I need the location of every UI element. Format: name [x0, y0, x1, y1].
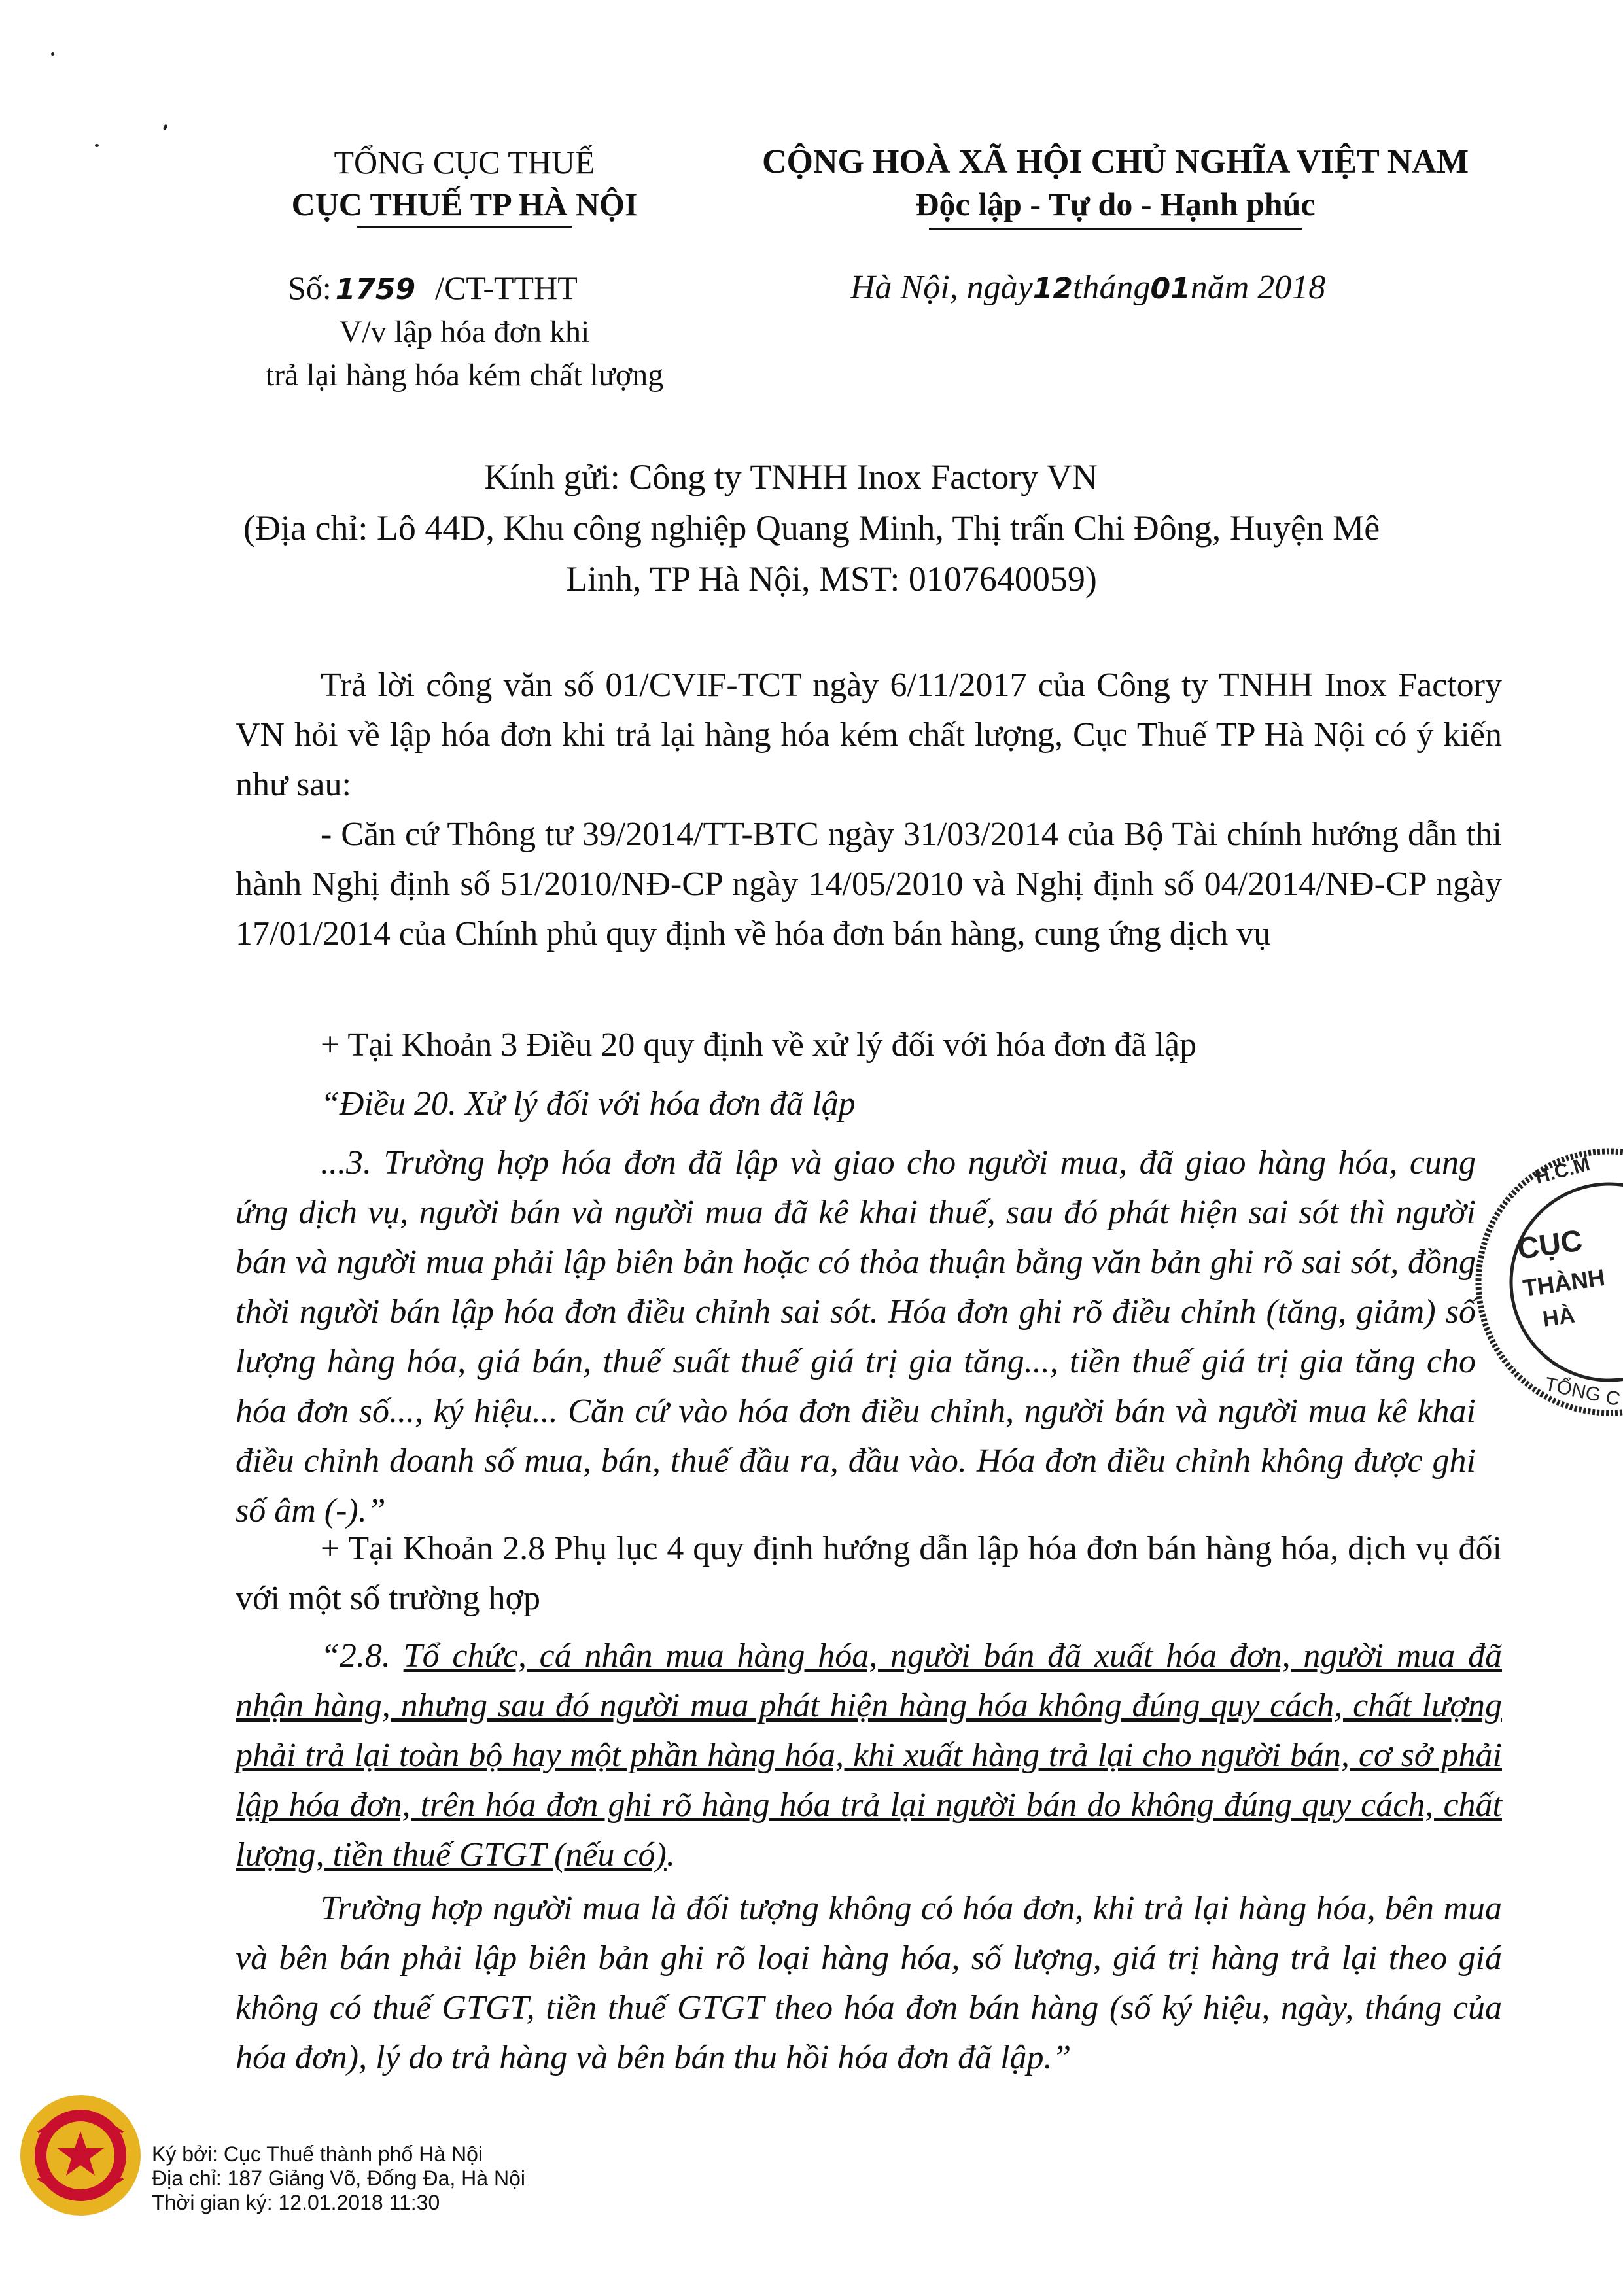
date-month-label: tháng: [1073, 269, 1151, 306]
official-stamp: [1472, 1125, 1623, 1439]
agency-name: [216, 183, 713, 225]
agency-name-text: CỤC THUẾ TP HÀ NỘI: [291, 186, 638, 222]
number-label: Số:: [288, 270, 332, 306]
date-line: [850, 267, 1505, 310]
tax-authority-emblem: [18, 2093, 143, 2218]
quote-end: .: [666, 1836, 675, 1873]
signer-address: Địa chỉ: 187 Giảng Võ, Đống Đa, Hà Nội: [152, 2166, 525, 2190]
digital-signature-info: [152, 2142, 806, 2215]
paragraph-clause-3: + Tại Khoản 3 Điều 20 quy định về xử lý đối với hóa đơn đã lập: [321, 1026, 1197, 1064]
date-month-handwritten: 01: [1150, 272, 1191, 305]
scan-speck: [163, 124, 168, 130]
signing-time: Thời gian ký: 12.01.2018 11:30: [152, 2191, 440, 2214]
header-right: [726, 141, 1505, 225]
signed-by: Ký bởi: Cục Thuế thành phố Hà Nội: [152, 2142, 483, 2166]
agency-parent: TỔNG CỤC THUẾ: [334, 144, 595, 181]
stamp-text-top: H.C.M: [1533, 1153, 1592, 1189]
nation-title: CỘNG HOÀ XÃ HỘI CHỦ NGHĨA VIỆT NAM: [761, 143, 1469, 181]
paragraph-clause-2-8: + Tại Khoản 2.8 Phụ lục 4 quy định hướng dẫn lập hóa đơn bán hàng hóa, dịch vụ đối với một số trường hợp: [236, 1530, 1502, 1617]
paragraph-article-20: “Điều 20. Xử lý đối với hóa đơn đã lập: [321, 1085, 856, 1122]
paragraph-reply: Trả lời công văn số 01/CVIF-TCT ngày 6/11/2017 của Công ty TNHH Inox Factory VN hỏi về lập hóa đơn khi trả lại hàng hóa kém chất lượng, Cục Thuế TP Hà Nội có ý kiến như sau:: [236, 667, 1502, 803]
subject-line-2: trả lại hàng hóa kém chất lượng: [265, 358, 664, 392]
paragraph-clause-2-8-quote: [236, 1631, 1502, 1880]
number-suffix: /CT-TTHT: [435, 270, 578, 306]
scan-speck: [51, 52, 54, 56]
recipient-block: [236, 451, 1502, 604]
subject: [216, 311, 713, 397]
quote-underlined: Tổ chức, cá nhân mua hàng hóa, người bán đã xuất hóa đơn, người mua đã nhận hàng, nhưng sau đó người mua phát hiện hàng hóa không đúng quy cách, chất lượng phải trả lại toàn bộ hay một phần hàng hóa, khi xuất hàng trả lại cho người bán, cơ sở phải lập hóa đơn, trên hóa đơn ghi rõ hàng hóa trả lại người bán do không đúng quy cách, chất lượng, tiền thuế GTGT (nếu có): [236, 1637, 1503, 1873]
date-prefix: Hà Nội, ngày: [850, 269, 1033, 306]
stamp-text-mid1: CỤC: [1515, 1223, 1585, 1266]
motto: [726, 183, 1505, 225]
paragraph-no-invoice-case: Trường hợp người mua là đối tượng không có hóa đơn, khi trả lại hàng hóa, bên mua và bên bán phải lập biên bản ghi rõ loại hàng hóa, số lượng, giá trị hàng trả lại theo giá không có thuế GTGT, tiền thuế GTGT theo hóa đơn bán hàng (số ký hiệu, ngày, tháng của hóa đơn), lý do trả hàng và bên bán thu hồi hóa đơn đã lập.”: [236, 1890, 1502, 2076]
date-day-handwritten: 12: [1032, 272, 1073, 305]
scan-speck: [95, 144, 99, 147]
document-number: [288, 267, 713, 311]
header-left: [216, 141, 713, 225]
motto-text: Độc lập - Tự do - Hạnh phúc: [915, 186, 1316, 222]
recipient-line-2: (Địa chỉ: Lô 44D, Khu công nghiệp Quang Minh, Thị trấn Chi Đông, Huyện Mê: [243, 508, 1380, 548]
recipient-line-1: Kính gửi: Công ty TNHH Inox Factory VN: [484, 457, 1098, 496]
paragraph-article-20-quote: ...3. Trường hợp hóa đơn đã lập và giao cho người mua, đã giao hàng hóa, cung ứng dịch vụ, người bán và người mua đã kê khai thuế, sau đó phát hiện sai sót thì người bán và người mua phải lập biên bản hoặc có thỏa thuận bằng văn bản ghi rõ sai sót, đồng thời người bán lập hóa đơn điều chỉnh sai sót. Hóa đơn ghi rõ điều chỉnh (tăng, giảm) số lượng hàng hóa, giá bán, thuế suất thuế giá trị gia tăng..., tiền thuế giá trị gia tăng cho hóa đơn số..., ký hiệu... Căn cứ vào hóa đơn điều chỉnh, người bán và người mua kê khai điều chỉnh doanh số mua, bán, thuế đầu ra, đầu vào. Hóa đơn điều chỉnh không được ghi số âm (-).”: [236, 1144, 1476, 1529]
stamp-text-bottom: TỔNG C: [1543, 1373, 1622, 1411]
recipient-line-3: Linh, TP Hà Nội, MST: 0107640059): [566, 559, 1097, 599]
stamp-text-mid3: HÀ: [1541, 1302, 1577, 1332]
stamp-text-mid2: THÀNH: [1521, 1263, 1607, 1302]
number-handwritten: 1759: [335, 273, 416, 306]
subject-line-1: V/v lập hóa đơn khi: [339, 315, 590, 349]
quote-prefix: “2.8.: [321, 1637, 404, 1675]
agency-underline: [357, 226, 572, 228]
paragraph-legal-basis: - Căn cứ Thông tư 39/2014/TT-BTC ngày 31/03/2014 của Bộ Tài chính hướng dẫn thi hành Nghị định số 51/2010/NĐ-CP ngày 14/05/2010 và Nghị định số 04/2014/NĐ-CP ngày 17/01/2014 của Chính phủ quy định về hóa đơn bán hàng, cung ứng dịch vụ: [236, 816, 1502, 952]
date-suffix: năm 2018: [1190, 269, 1326, 306]
motto-underline: [929, 228, 1302, 230]
